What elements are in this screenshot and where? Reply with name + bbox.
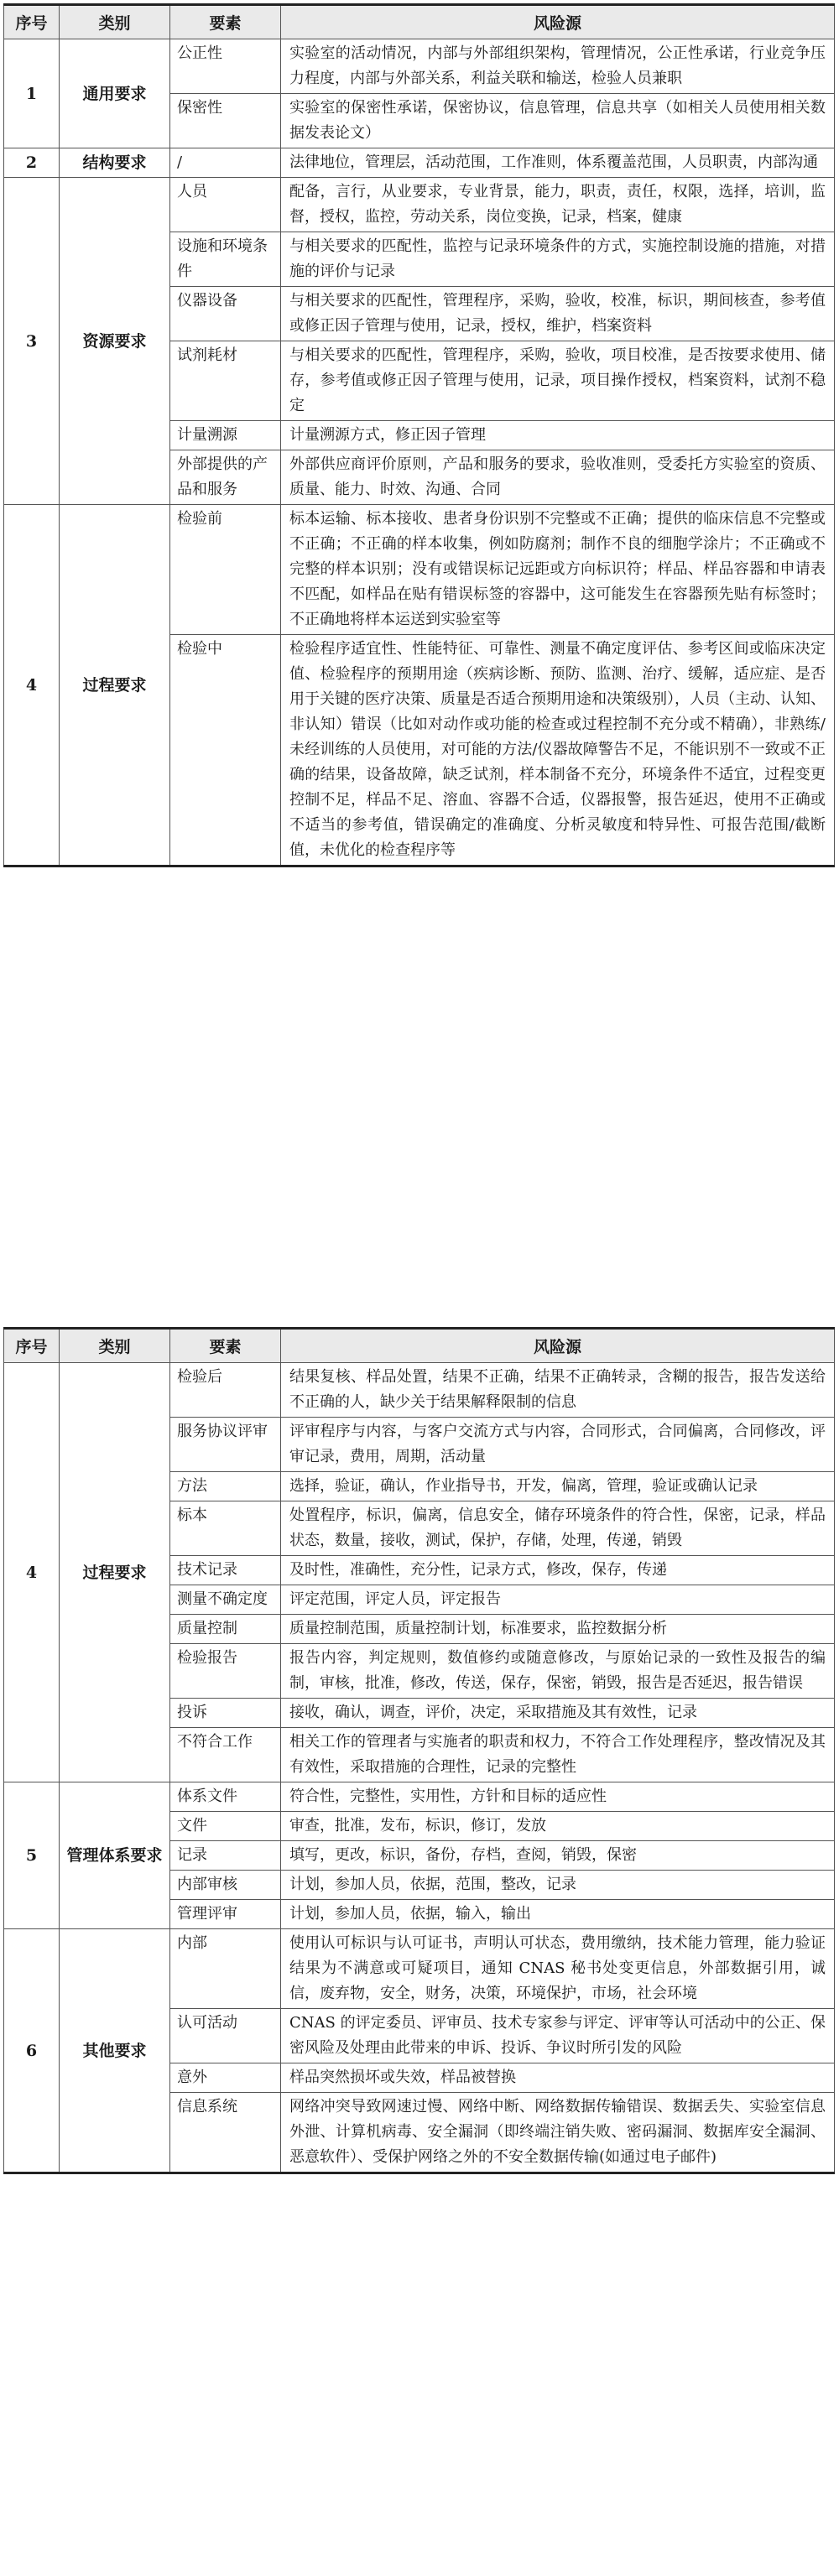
risk-source-cell: 结果复核、样品处置，结果不正确，结果不正确转录，含糊的报告，报告发送给不正确的人，缺少关于结果解释限制的信息 (281, 1363, 835, 1418)
header-element: 要素 (170, 5, 281, 39)
category-cell: 通用要求 (60, 39, 170, 148)
header-no: 序号 (4, 1329, 60, 1363)
risk-source-cell: 外部供应商评价原则，产品和服务的要求，验收准则，受委托方实验室的资质、质量、能力、时效、沟通、合同 (281, 450, 835, 505)
risk-source-cell: 相关工作的管理者与实施者的职责和权力，不符合工作处理程序，整改情况及其有效性，采取措施的合理性，记录的完整性 (281, 1728, 835, 1782)
element-cell: 计量溯源 (170, 421, 281, 450)
risk-source-cell: 评审程序与内容，与客户交流方式与内容，合同形式，合同偏离，合同修改，评审记录，费用，周期，活动量 (281, 1418, 835, 1472)
risk-source-cell: 审查，批准，发布，标识，修订，发放 (281, 1812, 835, 1841)
element-cell: 检验后 (170, 1363, 281, 1418)
element-cell: 记录 (170, 1841, 281, 1871)
element-cell: 方法 (170, 1472, 281, 1501)
element-cell: 信息系统 (170, 2093, 281, 2173)
element-cell: 公正性 (170, 39, 281, 94)
category-cell: 资源要求 (60, 178, 170, 505)
element-cell: 检验报告 (170, 1644, 281, 1699)
element-cell: 保密性 (170, 94, 281, 148)
row-number: 4 (4, 1363, 60, 1782)
category-cell: 过程要求 (60, 505, 170, 866)
element-cell: 认可活动 (170, 2009, 281, 2063)
risk-source-cell: 评定范围，评定人员，评定报告 (281, 1585, 835, 1615)
element-cell: 测量不确定度 (170, 1585, 281, 1615)
element-cell: 设施和环境条件 (170, 232, 281, 287)
risk-source-cell: 与相关要求的匹配性，管理程序，采购，验收，校准，标识，期间核查，参考值或修正因子管理与使用，记录，授权，维护，档案资料 (281, 287, 835, 341)
element-cell: 检验前 (170, 505, 281, 635)
element-cell: 人员 (170, 178, 281, 232)
header-element: 要素 (170, 1329, 281, 1363)
risk-source-cell: 报告内容，判定规则，数值修约或随意修改，与原始记录的一致性及报告的编制，审核，批准，修改，传送，保存，保密，销毁，报告是否延迟，报告错误 (281, 1644, 835, 1699)
table-header-row (4, 1329, 835, 1363)
table-body (4, 39, 835, 866)
element-cell: 体系文件 (170, 1782, 281, 1812)
row-number: 3 (4, 178, 60, 505)
element-cell: 内部审核 (170, 1871, 281, 1900)
row-number: 5 (4, 1782, 60, 1929)
element-cell: 试剂耗材 (170, 341, 281, 421)
row-number: 6 (4, 1929, 60, 2173)
risk-source-cell: 检验程序适宜性、性能特征、可靠性、测量不确定度评估、参考区间或临床决定值、检验程序的预期用途（疾病诊断、预防、监测、治疗、缓解，适应症、是否用于关键的医疗决策、质量是否适合预期用途和决策级别），人员（主动、认知、非认知）错误（比如对动作或功能的检查或过程控制不充分或不精确），非熟练/未经训练的人员使用，对可能的方法/仪器故障警告不足，不能识别不一致或不正确的结果，设备故障，缺乏试剂，样本制备不充分，环境条件不适宜，过程变更控制不足，样品不足、溶血、容器不合适，仪器报警，报告延迟，使用不正确或不适当的参考值，错误确定的准确度、分析灵敏度和特异性、可报告范围/截断值，未优化的检查程序等 (281, 635, 835, 866)
risk-table-part-2 (3, 1327, 835, 2174)
risk-source-cell: 计划，参加人员，依据，输入，输出 (281, 1900, 835, 1929)
header-risk: 风险源 (281, 5, 835, 39)
element-cell: 不符合工作 (170, 1728, 281, 1782)
category-cell: 其他要求 (60, 1929, 170, 2173)
element-cell: / (170, 148, 281, 178)
header-risk: 风险源 (281, 1329, 835, 1363)
element-cell: 质量控制 (170, 1615, 281, 1644)
risk-source-cell: 符合性，完整性，实用性，方针和目标的适应性 (281, 1782, 835, 1812)
risk-source-cell: 与相关要求的匹配性，监控与记录环境条件的方式，实施控制设施的措施，对措施的评价与记录 (281, 232, 835, 287)
element-cell: 服务协议评审 (170, 1418, 281, 1472)
table-row (4, 178, 835, 232)
table-row (4, 148, 835, 178)
risk-source-cell: 计量溯源方式，修正因子管理 (281, 421, 835, 450)
table-row (4, 505, 835, 635)
element-cell: 投诉 (170, 1699, 281, 1728)
table-header-row (4, 5, 835, 39)
risk-source-cell: 实验室的活动情况，内部与外部组织架构，管理情况，公正性承诺，行业竞争压力程度，内部与外部关系，利益关联和输送，检验人员兼职 (281, 39, 835, 94)
element-cell: 仪器设备 (170, 287, 281, 341)
table-body (4, 1363, 835, 2173)
table-row (4, 1363, 835, 1418)
risk-source-cell: 配备，言行，从业要求，专业背景，能力，职责，责任，权限，选择，培训，监督，授权，监控，劳动关系，岗位变换，记录，档案，健康 (281, 178, 835, 232)
header-category: 类别 (60, 1329, 170, 1363)
risk-source-cell: CNAS 的评定委员、评审员、技术专家参与评定、评审等认可活动中的公正、保密风险及处理由此带来的申诉、投诉、争议时所引发的风险 (281, 2009, 835, 2063)
element-cell: 标本 (170, 1501, 281, 1556)
category-cell: 过程要求 (60, 1363, 170, 1782)
element-cell: 技术记录 (170, 1556, 281, 1585)
risk-source-cell: 接收，确认，调查，评价，决定，采取措施及其有效性，记录 (281, 1699, 835, 1728)
category-cell: 结构要求 (60, 148, 170, 178)
risk-source-cell: 网络冲突导致网速过慢、网络中断、网络数据传输错误、数据丢失、实验室信息外泄、计算机病毒、安全漏洞（即终端注销失败、密码漏洞、数据库安全漏洞、恶意软件）、受保护网络之外的不安全数据传输(如通过电子邮件) (281, 2093, 835, 2173)
element-cell: 文件 (170, 1812, 281, 1841)
table-row (4, 39, 835, 94)
header-no: 序号 (4, 5, 60, 39)
risk-source-cell: 处置程序，标识，偏离，信息安全，储存环境条件的符合性，保密，记录，样品状态，数量，接收，测试，保护，存储，处理，传递，销毁 (281, 1501, 835, 1556)
header-category: 类别 (60, 5, 170, 39)
risk-source-cell: 与相关要求的匹配性，管理程序，采购，验收，项目校准，是否按要求使用、储存，参考值或修正因子管理与使用，记录，项目操作授权，档案资料，试剂不稳定 (281, 341, 835, 421)
risk-source-cell: 标本运输、标本接收、患者身份识别不完整或不正确；提供的临床信息不完整或不正确；不正确的样本收集，例如防腐剂；制作不良的细胞学涂片；不正确或不完整的样本识别；没有或错误标记远距或方向标识符；样品、样品容器和申请表不匹配，如样品在贴有错误标签的容器中，这可能发生在容器预先贴有标签时；不正确地将样本运送到实验室等 (281, 505, 835, 635)
risk-source-cell: 选择，验证，确认，作业指导书，开发，偏离，管理，验证或确认记录 (281, 1472, 835, 1501)
row-number: 1 (4, 39, 60, 148)
risk-source-cell: 质量控制范围，质量控制计划，标准要求，监控数据分析 (281, 1615, 835, 1644)
row-number: 4 (4, 505, 60, 866)
element-cell: 检验中 (170, 635, 281, 866)
element-cell: 内部 (170, 1929, 281, 2009)
risk-source-cell: 及时性，准确性，充分性，记录方式，修改，保存，传递 (281, 1556, 835, 1585)
row-number: 2 (4, 148, 60, 178)
risk-source-cell: 填写，更改，标识，备份，存档，查阅，销毁，保密 (281, 1841, 835, 1871)
table-row (4, 1782, 835, 1812)
risk-source-cell: 样品突然损坏或失效，样品被替换 (281, 2063, 835, 2093)
category-cell: 管理体系要求 (60, 1782, 170, 1929)
table-row (4, 1929, 835, 2009)
element-cell: 管理评审 (170, 1900, 281, 1929)
risk-source-cell: 实验室的保密性承诺，保密协议，信息管理，信息共享（如相关人员使用相关数据发表论文） (281, 94, 835, 148)
element-cell: 外部提供的产品和服务 (170, 450, 281, 505)
risk-source-cell: 计划，参加人员，依据，范围，整改，记录 (281, 1871, 835, 1900)
element-cell: 意外 (170, 2063, 281, 2093)
risk-source-cell: 使用认可标识与认可证书，声明认可状态，费用缴纳，技术能力管理，能力验证结果为不满意或可疑项目，通知 CNAS 秘书处变更信息，外部数据引用，诚信，废弃物，安全，财务，决策，环境保护，市场，社会环境 (281, 1929, 835, 2009)
risk-source-cell: 法律地位，管理层，活动范围，工作准则，体系覆盖范围，人员职责，内部沟通 (281, 148, 835, 178)
risk-table-part-1 (3, 3, 835, 867)
